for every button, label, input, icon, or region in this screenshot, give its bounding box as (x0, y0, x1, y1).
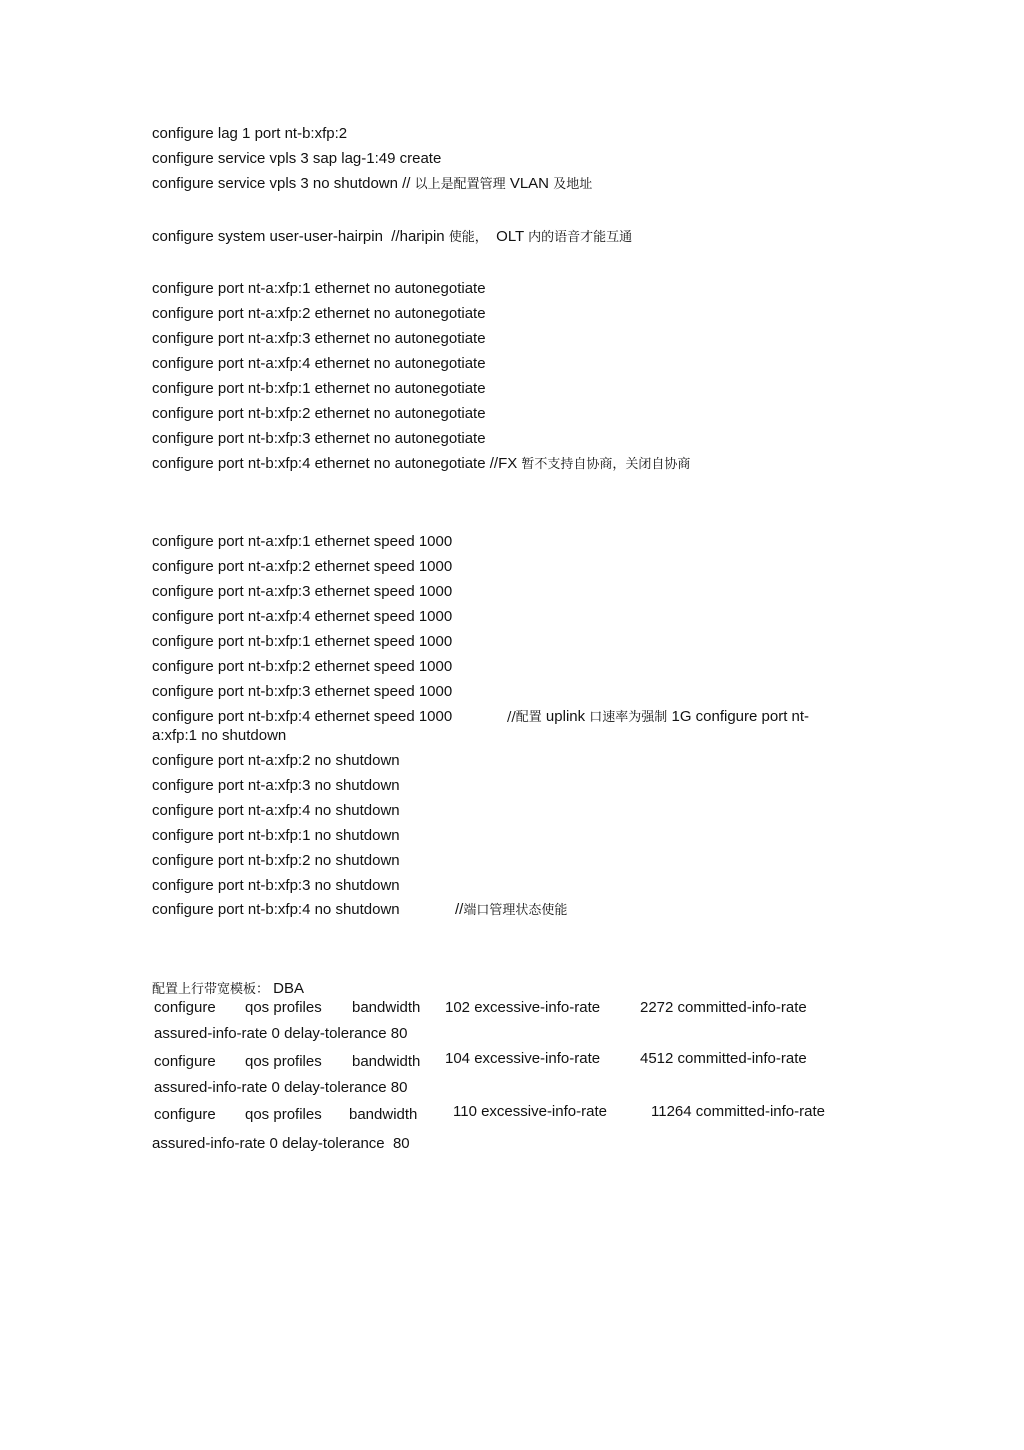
speed-comment (507, 707, 809, 727)
config-line: configure port nt-a:xfp:2 ethernet no autonegotiate (152, 305, 486, 322)
config-line-with-comment (152, 900, 400, 919)
config-line: configure port nt-a:xfp:1 ethernet no autonegotiate (152, 280, 486, 297)
config-line: configure port nt-a:xfp:4 ethernet speed 1000 (152, 608, 453, 625)
command-text: configure port nt-b:xfp:4 ethernet speed 1000 (152, 708, 453, 725)
comment-text: 1G configure port nt- (667, 708, 810, 725)
shutdown-comment (455, 900, 567, 920)
config-line: configure port nt-b:xfp:1 no shutdown (152, 827, 400, 844)
dba-cell: qos profiles (245, 1053, 322, 1070)
config-line: configure port nt-a:xfp:3 ethernet no autonegotiate (152, 330, 486, 347)
dba-cell: qos profiles (245, 1106, 322, 1123)
dba-cell-continued: assured-info-rate 0 delay-tolerance 80 (154, 1025, 408, 1042)
config-line: configure port nt-b:xfp:2 ethernet no autonegotiate (152, 405, 486, 422)
dba-cell: qos profiles (245, 999, 322, 1016)
heading-text: 配置上行带宽模板： (152, 982, 270, 997)
comment-text: 暂不支持自协商，关闭自协商 (521, 457, 691, 472)
config-line-with-comment (152, 454, 690, 474)
dba-cell: configure (154, 1053, 216, 1070)
comment-text: 及地址 (553, 177, 593, 192)
dba-cell-continued: assured-info-rate 0 delay-tolerance 80 (152, 1135, 410, 1152)
comment-text: 使能， (448, 230, 488, 245)
config-line: configure port nt-a:xfp:1 ethernet speed 1000 (152, 533, 453, 550)
comment-text: OLT (487, 228, 529, 245)
config-line: configure port nt-b:xfp:1 ethernet speed 1000 (152, 633, 453, 650)
config-line: configure port nt-b:xfp:2 ethernet speed 1000 (152, 658, 453, 675)
comment-text: 内的语音才能互通 (528, 230, 633, 245)
config-line: configure lag 1 port nt-b:xfp:2 (152, 125, 348, 142)
config-line: configure port nt-a:xfp:2 ethernet speed 1000 (152, 558, 453, 575)
config-line: configure port nt-a:xfp:2 no shutdown (152, 752, 400, 769)
dba-cell: 110 excessive-info-rate (453, 1103, 607, 1120)
dba-cell: configure (154, 1106, 216, 1123)
comment-text: 以上是配置管理 (414, 177, 506, 192)
comment-text: uplink (541, 708, 590, 725)
dba-cell: bandwidth (349, 1106, 418, 1123)
config-line: configure port nt-b:xfp:2 no shutdown (152, 852, 400, 869)
config-line: configure service vpls 3 sap lag-1:49 create (152, 150, 442, 167)
comment-text: VLAN (505, 175, 554, 192)
config-line-with-comment (152, 174, 592, 194)
section-heading (152, 979, 304, 999)
comment-text: // (455, 901, 464, 918)
command-text: configure service vpls 3 no shutdown // (152, 175, 415, 192)
command-text: configure system user-user-hairpin //haripin (152, 228, 449, 245)
dba-cell: bandwidth (352, 999, 421, 1016)
command-text: configure port nt-b:xfp:4 no shutdown (152, 901, 400, 918)
config-line-with-comment (152, 227, 632, 247)
dba-cell-continued: assured-info-rate 0 delay-tolerance 80 (154, 1079, 408, 1096)
config-line-wrap: a:xfp:1 no shutdown (152, 727, 287, 744)
config-line: configure port nt-a:xfp:3 no shutdown (152, 777, 400, 794)
config-line: configure port nt-b:xfp:1 ethernet no autonegotiate (152, 380, 486, 397)
command-text: configure port nt-b:xfp:4 ethernet no autonegotiate //FX (152, 455, 522, 472)
config-line: configure port nt-b:xfp:3 ethernet no autonegotiate (152, 430, 486, 447)
dba-cell: configure (154, 999, 216, 1016)
dba-cell: 2272 committed-info-rate (640, 999, 807, 1016)
comment-text: 端口管理状态使能 (463, 903, 568, 918)
dba-cell: 11264 committed-info-rate (651, 1103, 825, 1120)
config-line: configure port nt-a:xfp:4 ethernet no autonegotiate (152, 355, 486, 372)
dba-cell: 102 excessive-info-rate (445, 999, 601, 1016)
dba-cell: 4512 committed-info-rate (640, 1050, 807, 1067)
config-line: configure port nt-a:xfp:4 no shutdown (152, 802, 400, 819)
heading-text: DBA (269, 980, 305, 997)
dba-cell: 104 excessive-info-rate (445, 1050, 601, 1067)
comment-text: //配置 (507, 710, 542, 725)
config-line: configure port nt-a:xfp:3 ethernet speed 1000 (152, 583, 453, 600)
dba-cell: bandwidth (352, 1053, 421, 1070)
config-line: configure port nt-b:xfp:3 no shutdown (152, 877, 400, 894)
comment-text: 口速率为强制 (589, 710, 668, 725)
config-line: configure port nt-b:xfp:3 ethernet speed 1000 (152, 683, 453, 700)
config-line-with-comment (152, 707, 452, 726)
